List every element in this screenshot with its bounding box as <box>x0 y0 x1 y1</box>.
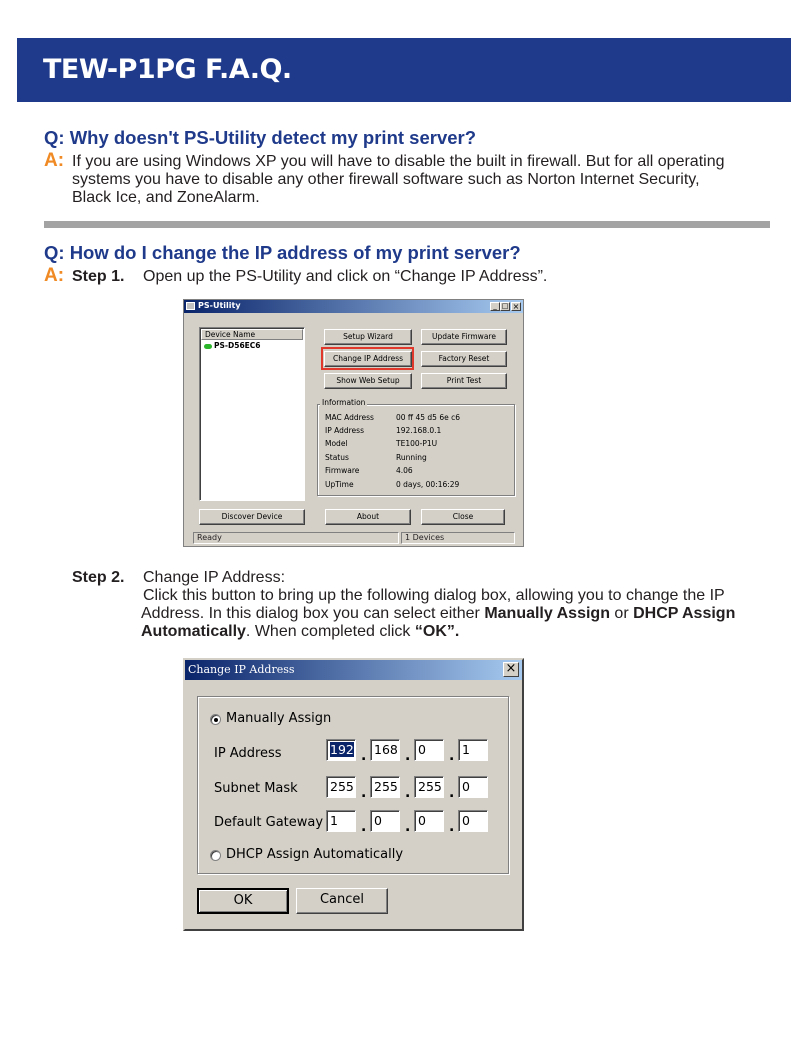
subnet-dot: . <box>449 785 455 801</box>
subnet-octet-4[interactable]: 0 <box>458 776 488 798</box>
faq1-answer-line-1: If you are using Windows XP you will have to disable the built in firewall. But for all operating <box>72 153 725 170</box>
step2-line-2 <box>141 605 735 624</box>
printer-icon <box>186 302 195 310</box>
status-ready: Ready <box>193 532 399 544</box>
gateway-octet-2[interactable]: 0 <box>370 810 400 832</box>
device-list-item[interactable] <box>204 341 261 350</box>
cancel-button[interactable]: Cancel <box>296 888 388 914</box>
step1-label: Step 1. <box>72 268 125 285</box>
info-status-label: Status <box>325 453 349 462</box>
change-ip-dialog-title: Change IP Address <box>188 663 295 676</box>
step2-line-3 <box>141 623 459 642</box>
dhcp-assign-term: DHCP Assign <box>633 605 736 622</box>
info-mac-label: MAC Address <box>325 413 374 422</box>
subnet-octet-2[interactable]: 255 <box>370 776 400 798</box>
faq2-answer-mark: A: <box>44 265 65 286</box>
page-title: TEW-P1PG F.A.Q. <box>43 54 292 85</box>
gateway-octet-3[interactable]: 0 <box>414 810 444 832</box>
minimize-button[interactable]: _ <box>490 302 500 311</box>
step2-line-1: Click this button to bring up the following dialog box, allowing you to change the IP <box>143 587 725 604</box>
ps-utility-window <box>183 299 524 547</box>
ip-octet-3[interactable]: 0 <box>414 739 444 761</box>
gateway-dot: . <box>405 819 411 835</box>
ip-address-label: IP Address <box>214 746 282 761</box>
faq1-question: Q: Why doesn't PS-Utility detect my print server? <box>44 127 477 148</box>
ok-term: “OK”. <box>414 623 460 640</box>
maximize-button[interactable]: □ <box>501 302 509 310</box>
device-list-header[interactable] <box>201 329 303 340</box>
device-status-icon <box>204 344 212 349</box>
print-test-button[interactable]: Print Test <box>421 373 507 389</box>
manually-assign-label[interactable]: Manually Assign <box>226 711 332 726</box>
ps-utility-title: PS-Utility <box>198 301 241 310</box>
subnet-octet-3[interactable]: 255 <box>414 776 444 798</box>
change-ip-button[interactable]: Change IP Address <box>324 351 412 367</box>
step2-line-2-mid: or <box>609 605 634 622</box>
subnet-dot: . <box>361 785 367 801</box>
setup-wizard-button[interactable]: Setup Wizard <box>324 329 412 345</box>
dhcp-assign-radio[interactable] <box>210 850 221 861</box>
update-firmware-button[interactable]: Update Firmware <box>421 329 507 345</box>
step2-label: Step 2. <box>72 569 125 586</box>
close-button[interactable]: Close <box>421 509 505 525</box>
change-ip-dialog <box>183 658 524 931</box>
ps-utility-titlebar <box>184 300 523 313</box>
device-name-column: Device Name <box>205 330 256 339</box>
show-web-setup-button[interactable]: Show Web Setup <box>324 373 412 389</box>
factory-reset-button[interactable]: Factory Reset <box>421 351 507 367</box>
gateway-dot: . <box>361 819 367 835</box>
manually-assign-radio[interactable] <box>210 714 221 725</box>
info-uptime-label: UpTime <box>325 480 354 489</box>
device-list[interactable] <box>199 327 305 501</box>
change-ip-titlebar <box>185 660 522 680</box>
step2-line-2-prefix: Address. In this dialog box you can select either <box>141 605 485 622</box>
info-ip-label: IP Address <box>325 426 364 435</box>
dialog-close-button[interactable]: × <box>503 662 519 677</box>
default-gateway-label: Default Gateway <box>214 815 324 830</box>
ip-octet-4[interactable]: 1 <box>458 739 488 761</box>
info-ip-value: 192.168.0.1 <box>396 426 442 435</box>
ok-button[interactable]: OK <box>197 888 289 914</box>
info-model-label: Model <box>325 439 348 448</box>
info-mac-value: 00 ff 45 d5 6e c6 <box>396 413 460 422</box>
header-banner <box>17 38 791 102</box>
step2-line-3-mid: . When completed click <box>245 623 415 640</box>
info-firmware-label: Firmware <box>325 466 360 475</box>
device-name: PS-D56EC6 <box>214 341 261 350</box>
subnet-dot: . <box>405 785 411 801</box>
about-button[interactable]: About <box>325 509 411 525</box>
ip-octet-2[interactable]: 168 <box>370 739 400 761</box>
gateway-octet-4[interactable]: 0 <box>458 810 488 832</box>
ip-dot: . <box>361 748 367 764</box>
faq1-answer-mark: A: <box>44 150 65 171</box>
faq2-question: Q: How do I change the IP address of my print server? <box>44 242 521 263</box>
faq1-answer-line-2: systems you have to disable any other firewall software such as Norton Internet Security, <box>72 171 700 188</box>
info-firmware-value: 4.06 <box>396 466 413 475</box>
faq1-answer-line-3: Black Ice, and ZoneAlarm. <box>72 189 260 206</box>
subnet-octet-1[interactable]: 255 <box>326 776 356 798</box>
section-divider <box>44 221 770 228</box>
ip-dot: . <box>449 748 455 764</box>
discover-device-button[interactable]: Discover Device <box>199 509 305 525</box>
ip-octet-1[interactable] <box>326 739 356 761</box>
info-uptime-value: 0 days, 00:16:29 <box>396 480 460 489</box>
step2-heading: Change IP Address: <box>143 569 286 586</box>
dhcp-assign-label[interactable]: DHCP Assign Automatically <box>226 847 404 862</box>
ip-octet-1-value: 192 <box>330 742 354 757</box>
info-model-value: TE100-P1U <box>396 439 438 448</box>
info-status-value: Running <box>396 453 427 462</box>
gateway-octet-1[interactable]: 1 <box>326 810 356 832</box>
subnet-mask-label: Subnet Mask <box>214 781 298 796</box>
step1-text: Open up the PS-Utility and click on “Change IP Address”. <box>143 268 548 285</box>
information-group-label: Information <box>322 398 366 407</box>
gateway-dot: . <box>449 819 455 835</box>
manually-assign-term: Manually Assign <box>484 605 610 622</box>
close-window-button[interactable]: × <box>512 302 520 311</box>
ip-dot: . <box>405 748 411 764</box>
status-devices: 1 Devices <box>401 532 515 544</box>
automatically-term: Automatically <box>141 623 246 640</box>
